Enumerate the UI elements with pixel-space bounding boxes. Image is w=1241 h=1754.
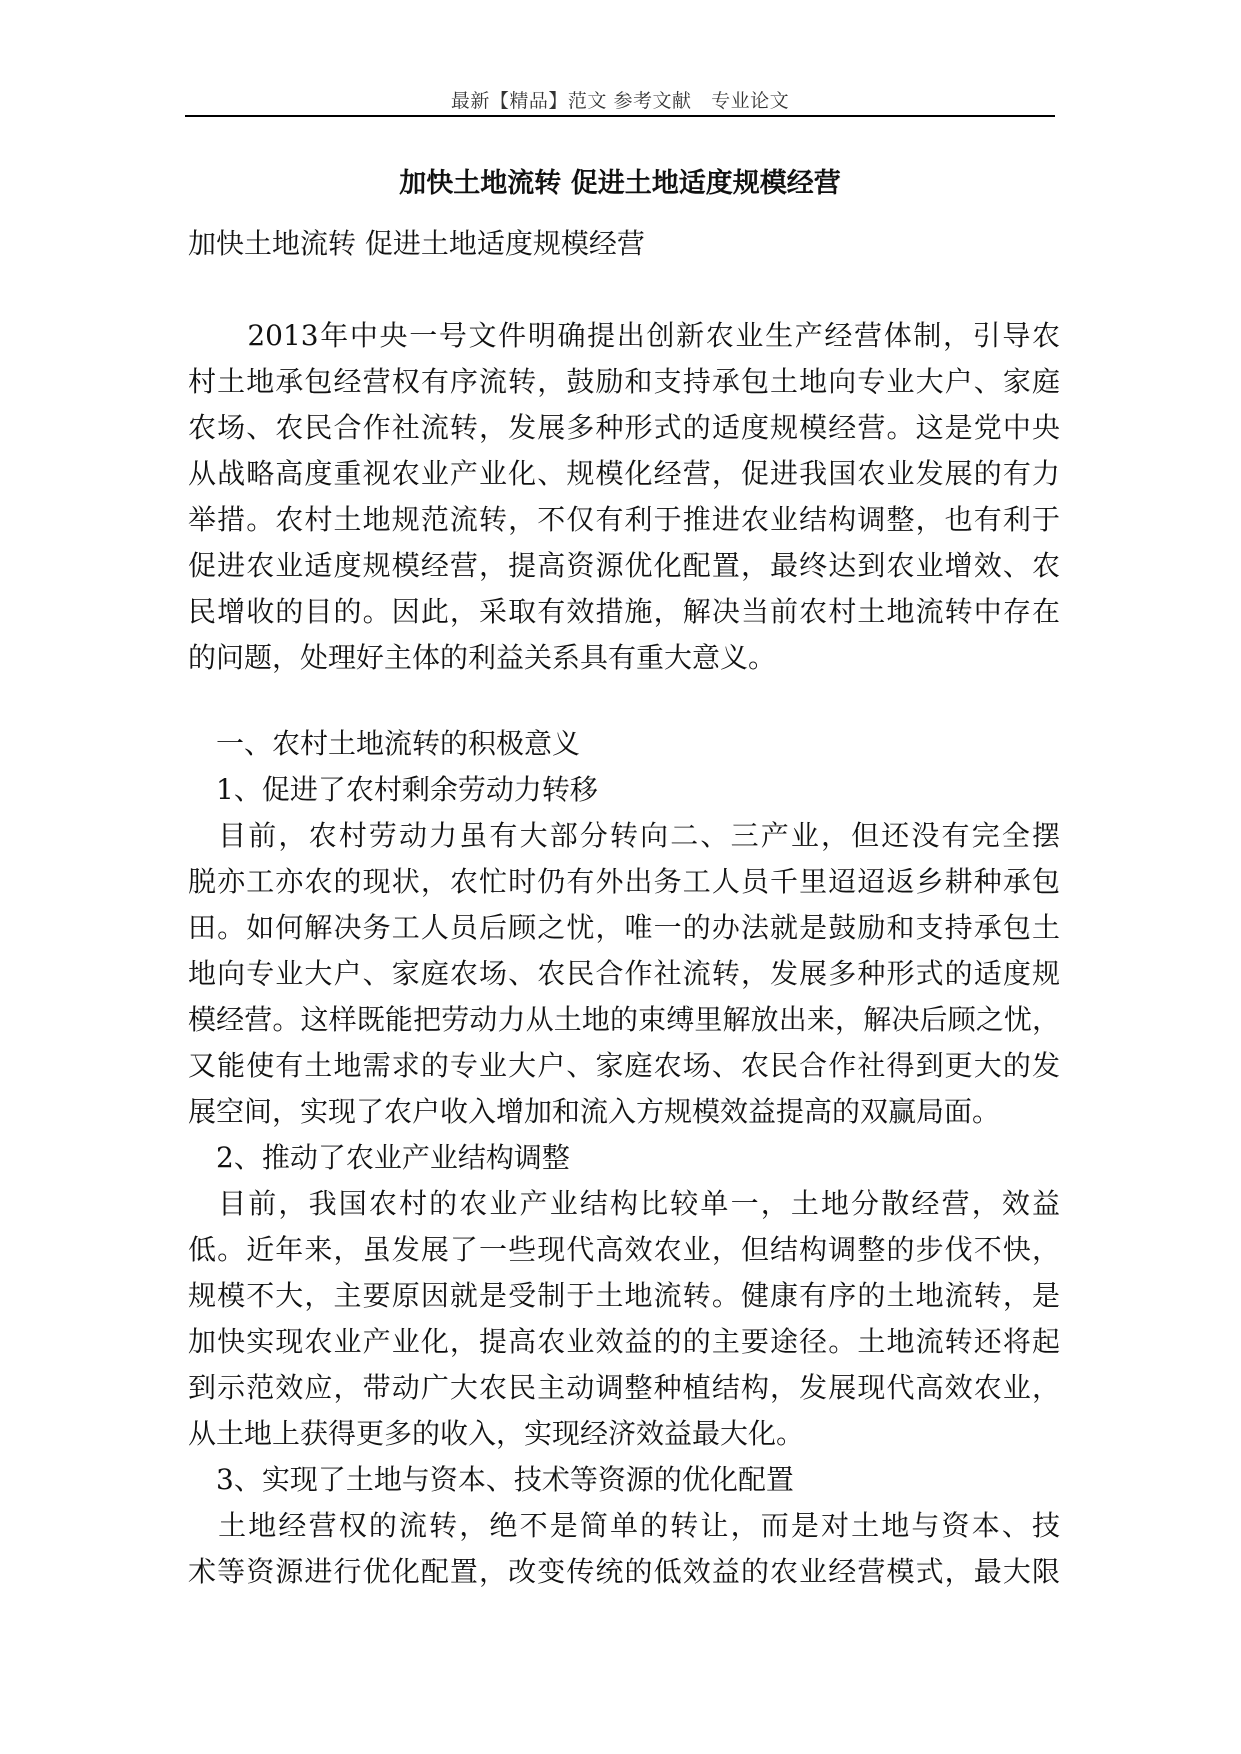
paragraph-line: 又能使有土地需求的专业大户、家庭农场、农民合作社得到更大的发 xyxy=(188,1049,1060,1082)
subsection-heading: 2、推动了农业产业结构调整 xyxy=(188,1141,570,1174)
paragraph-line: 脱亦工亦农的现状，农忙时仍有外出务工人员千里迢迢返乡耕种承包 xyxy=(188,865,1060,898)
subsection-heading: 3、实现了土地与资本、技术等资源的优化配置 xyxy=(188,1463,794,1496)
header-divider xyxy=(185,115,1055,117)
paragraph-line: 规模不大，主要原因就是受制于土地流转。健康有序的土地流转，是 xyxy=(188,1279,1060,1312)
paragraph-line: 的问题，处理好主体的利益关系具有重大意义。 xyxy=(188,641,777,674)
paragraph-line: 民增收的目的。因此，采取有效措施，解决当前农村土地流转中存在 xyxy=(188,595,1060,628)
paragraph-line: 模经营。这样既能把劳动力从土地的束缚里解放出来，解决后顾之忧， xyxy=(188,1003,1060,1036)
spacer xyxy=(188,701,1060,721)
subsection-heading: 1、促进了农村剩余劳动力转移 xyxy=(188,773,598,806)
document-title: 加快土地流转 促进土地适度规模经营 xyxy=(399,168,841,199)
paragraph-line: 从战略高度重视农业产业化、规模化经营，促进我国农业发展的有力 xyxy=(188,457,1060,490)
paragraph-line: 目前，我国农村的农业产业结构比较单一，土地分散经营，效益 xyxy=(188,1187,1060,1220)
paragraph-line: 目前，农村劳动力虽有大部分转向二、三产业，但还没有完全摆 xyxy=(188,819,1060,852)
intro-paragraph xyxy=(188,313,1060,681)
paragraph-line: 到示范效应，带动广大农民主动调整种植结构，发展现代高效农业， xyxy=(188,1371,1060,1404)
paragraph-line: 田。如何解决务工人员后顾之忧，唯一的办法就是鼓励和支持承包土 xyxy=(188,911,1060,944)
paragraph-line: 村土地承包经营权有序流转，鼓励和支持承包土地向专业大户、家庭 xyxy=(188,365,1060,398)
section-heading: 一、农村土地流转的积极意义 xyxy=(188,727,581,760)
subsection-1-paragraph xyxy=(188,813,1060,1135)
paragraph-line: 地向专业大户、家庭农场、农民合作社流转，发展多种形式的适度规 xyxy=(188,957,1060,990)
page-header: 最新【精品】范文 参考文献 专业论文 xyxy=(450,90,790,112)
paragraph-line: 低。近年来，虽发展了一些现代高效农业，但结构调整的步伐不快， xyxy=(188,1233,1060,1266)
paragraph-line: 从土地上获得更多的收入，实现经济效益最大化。 xyxy=(188,1417,805,1450)
subsection-3-paragraph xyxy=(188,1503,1060,1595)
paragraph-line: 举措。农村土地规范流转，不仅有利于推进农业结构调整，也有利于 xyxy=(188,503,1060,536)
spacer xyxy=(188,681,1060,701)
paragraph-line: 术等资源进行优化配置，改变传统的低效益的农业经营模式，最大限 xyxy=(188,1555,1060,1588)
paragraph-line: 土地经营权的流转，绝不是简单的转让，而是对土地与资本、技 xyxy=(188,1509,1060,1542)
document-body xyxy=(188,221,1060,1595)
paragraph-line: 2013年中央一号文件明确提出创新农业生产经营体制，引导农 xyxy=(188,319,1060,352)
paragraph-line: 展空间，实现了农户收入增加和流入方规模效益提高的双赢局面。 xyxy=(188,1095,1001,1128)
paragraph-line: 加快实现农业产业化，提高农业效益的的主要途径。土地流转还将起 xyxy=(188,1325,1060,1358)
spacer xyxy=(188,267,1060,313)
document-subtitle: 加快土地流转 促进土地适度规模经营 xyxy=(188,227,645,260)
paragraph-line: 农场、农民合作社流转，发展多种形式的适度规模经营。这是党中央 xyxy=(188,411,1060,444)
paragraph-line: 促进农业适度规模经营，提高资源优化配置，最终达到农业增效、农 xyxy=(188,549,1060,582)
subsection-2-paragraph xyxy=(188,1181,1060,1457)
